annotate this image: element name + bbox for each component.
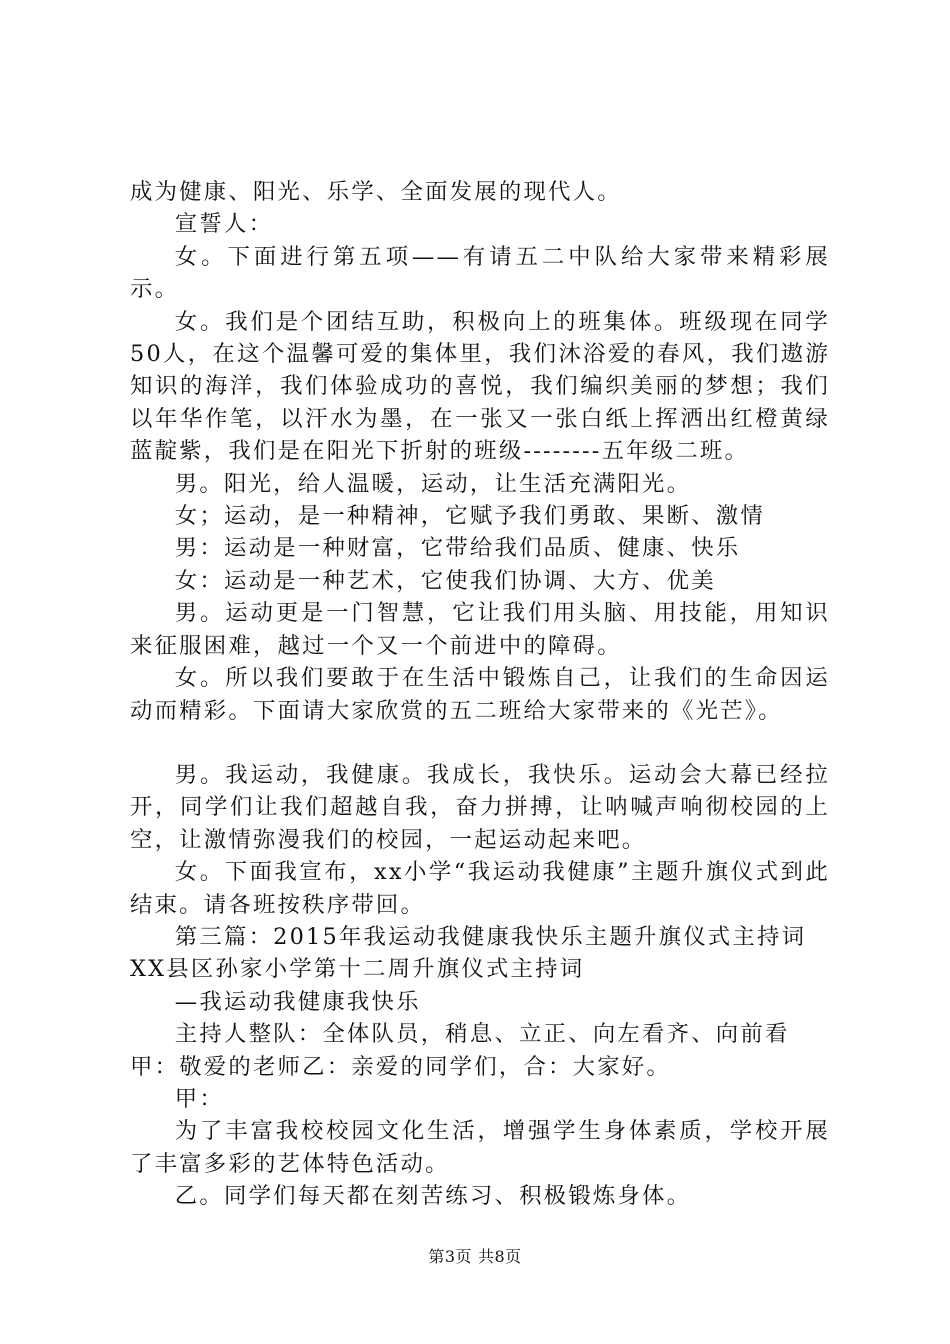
paragraph: 女。所以我们要敢于在生活中锻炼自己，让我们的生命因运动而精彩。下面请大家欣赏的五二班给大家带来的《光芒》。 — [130, 665, 830, 724]
paragraph: 甲：敬爱的老师乙：亲爱的同学们，合：大家好。 — [130, 1053, 671, 1080]
section-subheading: XX县区孙家小学第十二周升旗仪式主持词 — [130, 956, 585, 983]
paragraph: 宣誓人： — [174, 211, 274, 238]
blank-line — [130, 727, 830, 759]
paragraph: 女。下面我宣布，xx小学“我运动我健康”主题升旗仪式到此结束。请各班按秩序带回。 — [130, 859, 830, 918]
paragraph: 女：运动是一种艺术，它使我们协调、大方、优美 — [174, 567, 716, 594]
paragraph: 甲： — [174, 1085, 224, 1112]
paragraph: 男。阳光，给人温暖，运动，让生活充满阳光。 — [174, 470, 692, 497]
paragraph: 主持人整队：全体队员，稍息、立正、向左看齐、向前看 — [174, 1021, 790, 1048]
section-heading: 第三篇：2015年我运动我健康我快乐主题升旗仪式主持词 — [174, 923, 807, 950]
page-total: 共8页 — [478, 1247, 522, 1266]
paragraph: 男。我运动，我健康。我成长，我快乐。运动会大幕已经拉开，同学们让我们超越自我，奋力拼搏，让呐喊声响彻校园的上空，让激情弥漫我们的校园，一起运动起来吧。 — [130, 761, 830, 853]
paragraph: 男：运动是一种财富，它带给我们品质、健康、快乐 — [174, 535, 741, 562]
paragraph: 为了丰富我校校园文化生活，增强学生身体素质，学校开展了丰富多彩的艺体特色活动。 — [130, 1118, 830, 1177]
page-number: 第3页 — [428, 1247, 472, 1266]
paragraph: 女。下面进行第五项——有请五二中队给大家带来精彩展示。 — [130, 243, 830, 303]
section-subtitle: —我运动我健康我快乐 — [174, 988, 421, 1015]
paragraph: 成为健康、阳光、乐学、全面发展的现代人。 — [130, 179, 622, 205]
page-footer — [0, 1244, 950, 1267]
paragraph: 女。我们是个团结互助，积极向上的班集体。班级现在同学50人，在这个温馨可爱的集体里，我们沐浴爱的春风，我们遨游知识的海洋，我们体验成功的喜悦，我们编织美丽的梦想；我们以年华作笔，以汗水为墨，在一张又一张白纸上挥洒出红橙黄绿蓝靛紫，我们是在阳光下折射的班级--------五年级二班。 — [130, 308, 830, 465]
paragraph: 男。运动更是一门智慧，它让我们用头脑、用技能，用知识来征服困难，越过一个又一个前进中的障碍。 — [130, 600, 830, 659]
paragraph: 乙。同学们每天都在刻苦练习、积极锻炼身体。 — [174, 1183, 692, 1210]
document-body — [130, 176, 830, 1213]
paragraph: 女；运动，是一种精神，它赋予我们勇敢、果断、激情 — [174, 503, 765, 530]
